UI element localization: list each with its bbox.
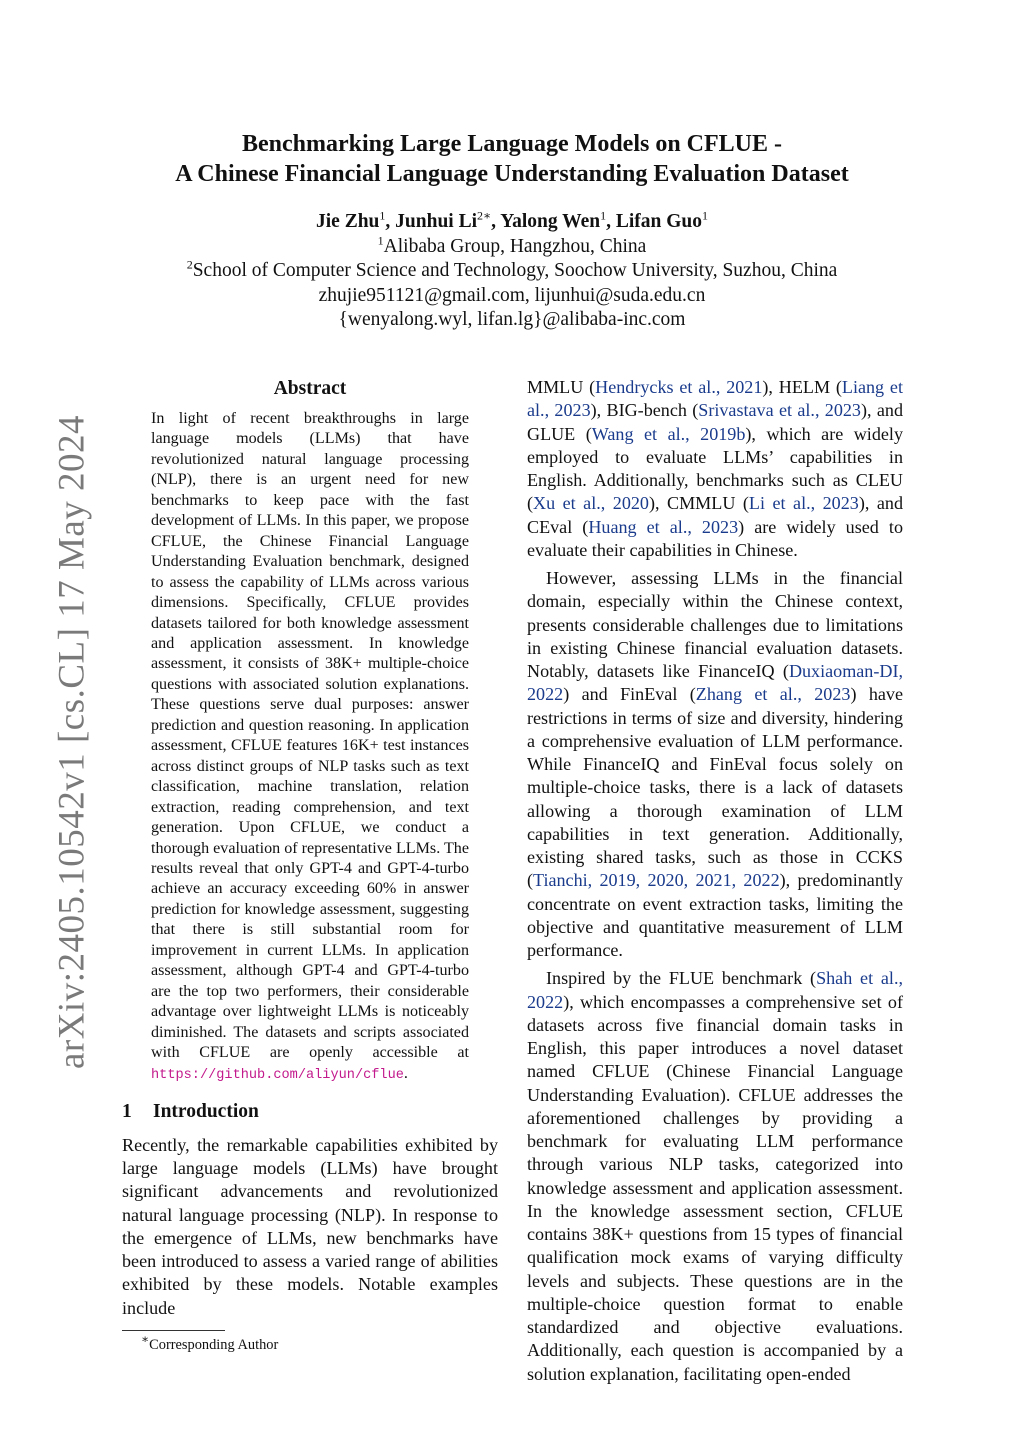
abstract-heading: Abstract [273,378,347,399]
intro-paragraph-3 [527,567,903,962]
affiliation-mark: 2 [186,257,193,272]
affiliation-mark: 1 [377,233,384,247]
abstract-text: In light of recent breakthroughs in large language models (LLMs) that have revolutionized natural language processing (NLP), there is an urgent need for new benchmarks to keep pace with the fast development of LLMs. In this paper, we propose CFLUE, the Chinese Financial Language Understanding Evaluation benchmark, designed to assess the capability of LLMs across various dimensions. Specifically, CFLUE provides datasets tailored for both knowledge assessment and application assessment. In knowledge assessment, it consists of 38K+ multiple-choice questions with associated solution explanations. These questions serve dual purposes: answer prediction and question reasoning. In application assessment, CFLUE features 16K+ test instances across distinct groups of NLP tasks such as text classification, machine translation, relation extraction, reading comprehension, and text generation. Upon CFLUE, we conduct a thorough evaluation of representative LLMs. The results reveal that only GPT-4 and GPT-4-turbo achieve an accuracy exceeding 60% in answer prediction for knowledge assessment, suggesting that there is still substantial room for improvement in current LLMs. In application assessment, although GPT-4 and GPT-4-turbo are the top two performers, their considerable advantage over lightweight LLMs is noticeably diminished. The datasets and scripts associated with CFLUE are openly accessible at [151,410,469,1062]
body-text-run: Inspired by the FLUE benchmark ( [546,968,817,989]
author-block [0,210,1024,333]
citation-link[interactable]: Xu et al., 2020 [533,493,649,514]
author-names [0,210,1024,235]
citation-link[interactable]: Srivastava et al., 2023 [698,400,861,421]
github-link[interactable]: https://github.com/aliyun/cflue [151,1067,404,1083]
body-text-run: ), which encompasses a comprehensive set of datasets across five financial domain tasks in English, this paper introduces a novel dataset named CFLUE (Chinese Financial Language Understanding Evaluation). CFLUE addresses the aforementioned challenges by providing a benchmark for evaluating LLM performance through various NLP tasks, categorized into knowledge assessment and application assessment. In the knowledge assessment section, CFLUE contains 38K+ questions from 15 types of financial qualification mock exams of varying difficulty levels and subjects. These questions are in the multiple-choice question format to enable standardized and objective evaluations. Additionally, each question is accompanied by a solution explanation, facilitating open-ended [527,991,903,1384]
section-heading-introduction [122,1100,498,1124]
footnote-divider [122,1330,225,1331]
paper-title [0,129,1024,189]
body-text-run: ), and CEval ( [527,493,903,537]
citation-link[interactable]: Li et al., 2023 [748,493,859,514]
affiliation-2 [0,259,1024,284]
author-name: Junhui Li [395,211,478,232]
arxiv-id-text: arXiv:2405.10542v1 [cs.CL] 17 May 2024 [51,414,93,1070]
affiliation-mark: 1 [702,208,708,223]
body-text-run: ), which are widely employed to evaluate LLMs’ capabilities in English. Additionally, benchmarks such as CLEU ( [527,423,903,514]
citation-link[interactable]: Tianchi, 2019, 2020, 2021, 2022 [533,870,780,891]
body-text-run: MMLU ( [527,377,596,397]
abstract-body [151,409,469,1086]
author-separator: , [491,211,501,232]
citation-link[interactable]: Liang et al., 2023 [527,377,903,421]
body-text-run: ), predominantly concentrate on event extraction tasks, limiting the objective and quantitative measurement of LLM performance. [527,870,903,960]
body-text-run: ) and FinEval ( [563,684,696,705]
right-column [527,376,903,1386]
citation-link[interactable]: Shah et al., 2022 [527,968,903,1012]
body-text-run: However, assessing LLMs in the financial domain, especially within the Chinese context, presents considerable challenges due to limitations in existing Chinese financial evaluation datasets. Notably, datasets like FinanceIQ ( [527,568,903,681]
body-text-run: ) are widely used to evaluate their capabilities in Chinese. [527,516,903,560]
body-text-run: ), CMMLU ( [648,493,749,514]
footnote-text: Corresponding Author [149,1336,279,1353]
author-name: Yalong Wen [500,211,601,232]
citation-link[interactable]: Duxiaoman-DI, 2022 [527,661,903,705]
affiliation-mark: 1 [600,208,607,223]
citation-link[interactable]: Wang et al., 2019b [591,423,746,444]
body-text-run: ), BIG-bench ( [590,400,699,421]
body-text-run: ), HELM ( [762,377,842,397]
intro-paragraph-1: Recently, the remarkable capabilities exhibited by large language models (LLMs) have brought significant advancements and revolutionized natural language processing (NLP). In response to the emergence of LLMs, new benchmarks have been introduced to assess a varied range of abilities exhibited by these models. Notable examples include [122,1134,498,1318]
body-text-run: ), and GLUE ( [527,400,903,444]
title-line-2: A Chinese Financial Language Understanding Evaluation Dataset [175,161,849,187]
email-line-2: {wenyalong.wyl, lifan.lg}@alibaba-inc.com [338,309,686,330]
author-name: Lifan Guo [615,211,702,232]
title-line-1: Benchmarking Large Language Models on CFLUE - [241,131,783,157]
citation-link[interactable]: Zhang et al., 2023 [695,684,851,705]
affiliation-mark: 2∗ [477,208,492,223]
author-name: Jie Zhu [316,211,380,232]
intro-paragraph-4 [527,967,903,1386]
intro-paragraph-2 [527,376,903,562]
footnote-mark: ∗ [141,1332,150,1347]
affiliation-mark: 1 [379,208,386,223]
email-line-1: zhujie951121@gmail.com, lijunhui@suda.edu.cn [318,284,706,306]
affiliation-1 [0,235,1024,260]
citation-link[interactable]: Huang et al., 2023 [588,516,739,537]
abstract-end: . [403,1064,408,1082]
affiliation-text: Alibaba Group, Hangzhou, China [383,235,647,257]
left-column [122,377,498,1354]
author-separator: , [385,211,396,232]
affiliation-text: School of Computer Science and Technology, Soochow University, Suzhou, China [192,260,838,281]
footnote [141,1332,498,1354]
author-separator: , [606,211,616,232]
body-text-run: ) have restrictions in terms of size and diversity, hindering a comprehensive evaluation of LLM performance. While FinanceIQ and FinEval focus solely on multiple-choice tasks, there is a lack of datasets allowing a thorough examination of LLM capabilities in text generation. Additionally, existing shared tasks, such as those in CCKS ( [527,684,903,891]
section-number: 1 [122,1100,132,1122]
section-title: Introduction [153,1100,259,1122]
citation-link[interactable]: Hendrycks et al., 2021 [595,377,763,397]
